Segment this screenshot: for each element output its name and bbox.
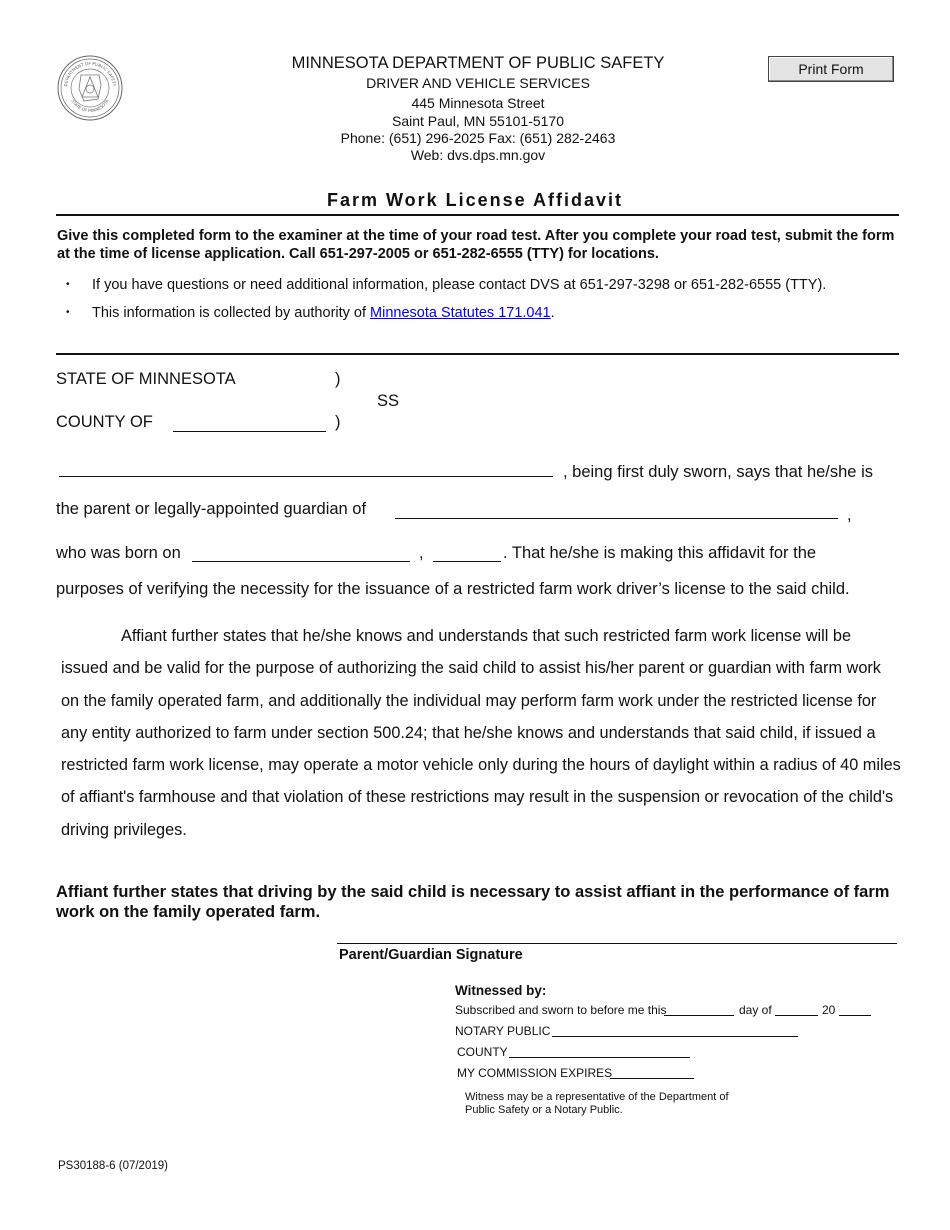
day-of-text: day of xyxy=(739,1003,772,1017)
svg-text:DEPARTMENT OF PUBLIC SAFETY: DEPARTMENT OF PUBLIC SAFETY xyxy=(63,60,117,87)
statute-link[interactable]: Minnesota Statutes 171.041 xyxy=(370,305,551,321)
purposes-text: purposes of verifying the necessity for the issuance of a restricted farm work driver’s license to the said child. xyxy=(56,580,850,598)
guardian-comma: , xyxy=(847,506,852,524)
making-affidavit-text: . That he/she is making this affidavit for the xyxy=(503,544,817,562)
instructions-text: Give this completed form to the examiner at the time of your road test. After you complete your road test, submit the form at the time of license application. Call 651-297-2005 or 651-282-6555 (TTY) for locations. xyxy=(57,228,895,262)
witness-county-field[interactable] xyxy=(509,1057,690,1058)
birth-year-field[interactable] xyxy=(433,561,501,562)
year-prefix: 20 xyxy=(822,1003,836,1017)
state-seal-logo xyxy=(57,55,123,121)
county-field[interactable] xyxy=(173,431,326,432)
ss-label: SS xyxy=(377,392,400,410)
witness-note: Witness may be a representative of the Department of Public Safety or a Notary Public. xyxy=(465,1091,729,1116)
witness-county-label: COUNTY xyxy=(457,1045,508,1059)
svg-text:STATE OF MINNESOTA: STATE OF MINNESOTA xyxy=(70,98,110,114)
title-divider xyxy=(56,214,899,216)
notary-label: NOTARY PUBLIC xyxy=(455,1024,551,1038)
state-label: STATE OF MINNESOTA xyxy=(56,370,236,388)
print-form-button[interactable]: Print Form xyxy=(768,56,894,82)
form-title: Farm Work License Affidavit xyxy=(326,190,624,210)
notary-field[interactable] xyxy=(552,1036,798,1037)
authority-bullet: This information is collected by authority of Minnesota Statutes 171.041. xyxy=(92,305,555,321)
day-field[interactable] xyxy=(664,1015,734,1016)
born-comma: , xyxy=(419,544,424,562)
website: Web: dvs.dps.mn.gov xyxy=(410,147,546,163)
born-text: who was born on xyxy=(56,544,181,562)
month-field[interactable] xyxy=(775,1015,818,1016)
bullet-icon: • xyxy=(66,307,70,318)
guardian-text: the parent or legally-appointed guardian of xyxy=(56,500,367,518)
phone-fax: Phone: (651) 296-2025 Fax: (651) 282-2463 xyxy=(340,130,616,146)
address-line-1: 445 Minnesota Street xyxy=(411,95,545,111)
year-field[interactable] xyxy=(839,1015,871,1016)
affiant-name-field[interactable] xyxy=(59,476,553,477)
division-name: DRIVER AND VEHICLE SERVICES xyxy=(366,75,590,91)
witnessed-label: Witnessed by: xyxy=(455,983,547,998)
commission-label: MY COMMISSION EXPIRES xyxy=(457,1066,613,1080)
bullet-icon: • xyxy=(66,279,70,290)
venue-paren-2: ) xyxy=(335,413,341,431)
signature-label: Parent/Guardian Signature xyxy=(339,947,523,963)
agency-name: MINNESOTA DEPARTMENT OF PUBLIC SAFETY xyxy=(291,54,665,72)
affiant-statement-paragraph: Affiant further states that he/she knows and understands that such restricted farm work license will be issued and be valid for the purpose of authorizing the said child to assist his/her parent or guardian with farm work on the family operated farm, and additionally the individual may perform farm work under the restricted license for any entity authorized to farm under section 500.24; that he/she knows and understands that said child, if issued a restricted farm work license, may operate a motor vehicle only during the hours of daylight within a radius of 40 miles of affiant's farmhouse and that violation of these restrictions may result in the suspension or revocation of the child's driving privileges. xyxy=(61,627,901,839)
address-line-2: Saint Paul, MN 55101-5170 xyxy=(392,113,564,129)
section-divider xyxy=(56,353,899,355)
subscribed-text: Subscribed and sworn to before me this xyxy=(455,1003,667,1017)
birth-date-field[interactable] xyxy=(192,561,410,562)
venue-paren-1: ) xyxy=(335,370,341,388)
county-label: COUNTY OF xyxy=(56,413,153,431)
form-number: PS30188-6 (07/2019) xyxy=(58,1160,168,1172)
child-name-field[interactable] xyxy=(395,518,838,519)
closing-statement: Affiant further states that driving by the said child is necessary to assist affiant in the performance of farm work on the family operated farm. xyxy=(56,883,890,921)
signature-line[interactable] xyxy=(337,943,897,944)
sworn-text: , being first duly sworn, says that he/she is xyxy=(563,463,873,481)
contact-info-bullet: If you have questions or need additional information, please contact DVS at 651-297-3298 or 651-282-6555 (TTY). xyxy=(92,277,827,293)
commission-field[interactable] xyxy=(610,1078,694,1079)
